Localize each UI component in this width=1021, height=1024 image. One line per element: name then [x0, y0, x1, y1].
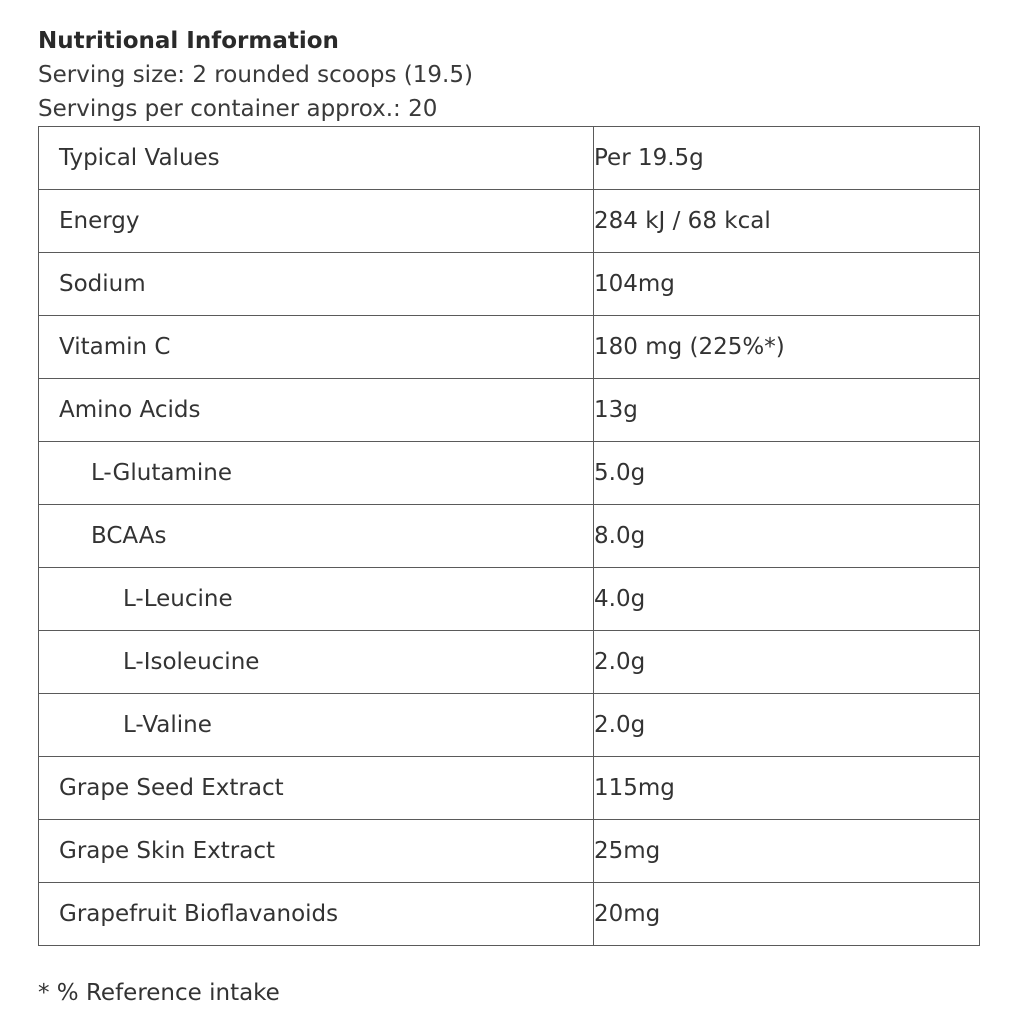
table-row — [39, 820, 980, 883]
nutrient-label: Grape Skin Extract — [39, 820, 594, 883]
nutrient-value: 104mg — [594, 253, 980, 316]
table-row — [39, 379, 980, 442]
nutrient-label: L-Leucine — [39, 568, 594, 631]
nutrient-label: BCAAs — [39, 505, 594, 568]
nutrient-label: Energy — [39, 190, 594, 253]
servings-per-container: Servings per container approx.: 20 — [38, 96, 438, 122]
nutrient-value: 5.0g — [594, 442, 980, 505]
header-value-cell: Per 19.5g — [594, 127, 980, 190]
nutrient-value: 4.0g — [594, 568, 980, 631]
nutrition-table — [38, 126, 980, 946]
nutrient-label: L-Isoleucine — [39, 631, 594, 694]
table-row — [39, 442, 980, 505]
nutrient-label: L-Valine — [39, 694, 594, 757]
table-row — [39, 316, 980, 379]
header-label-cell: Typical Values — [39, 127, 594, 190]
nutrient-label: Grapefruit Bioflavanoids — [39, 883, 594, 946]
nutrient-value: 284 kJ / 68 kcal — [594, 190, 980, 253]
nutrient-value: 25mg — [594, 820, 980, 883]
nutrient-label: Vitamin C — [39, 316, 594, 379]
nutrition-table-body — [39, 127, 980, 946]
nutrient-label: L-Glutamine — [39, 442, 594, 505]
nutrient-label: Sodium — [39, 253, 594, 316]
nutrient-value: 8.0g — [594, 505, 980, 568]
table-row — [39, 694, 980, 757]
footnote: * % Reference intake — [38, 980, 280, 1006]
nutrient-value: 115mg — [594, 757, 980, 820]
nutrient-value: 180 mg (225%*) — [594, 316, 980, 379]
table-row — [39, 505, 980, 568]
table-header-row — [39, 127, 980, 190]
nutrient-value: 2.0g — [594, 694, 980, 757]
nutrient-value: 20mg — [594, 883, 980, 946]
nutrient-label: Amino Acids — [39, 379, 594, 442]
table-row — [39, 568, 980, 631]
table-row — [39, 190, 980, 253]
table-row — [39, 631, 980, 694]
table-row — [39, 883, 980, 946]
table-row — [39, 253, 980, 316]
table-row — [39, 757, 980, 820]
nutrient-value: 13g — [594, 379, 980, 442]
page-title: Nutritional Information — [38, 28, 339, 54]
nutrient-label: Grape Seed Extract — [39, 757, 594, 820]
nutrient-value: 2.0g — [594, 631, 980, 694]
serving-size: Serving size: 2 rounded scoops (19.5) — [38, 62, 473, 88]
